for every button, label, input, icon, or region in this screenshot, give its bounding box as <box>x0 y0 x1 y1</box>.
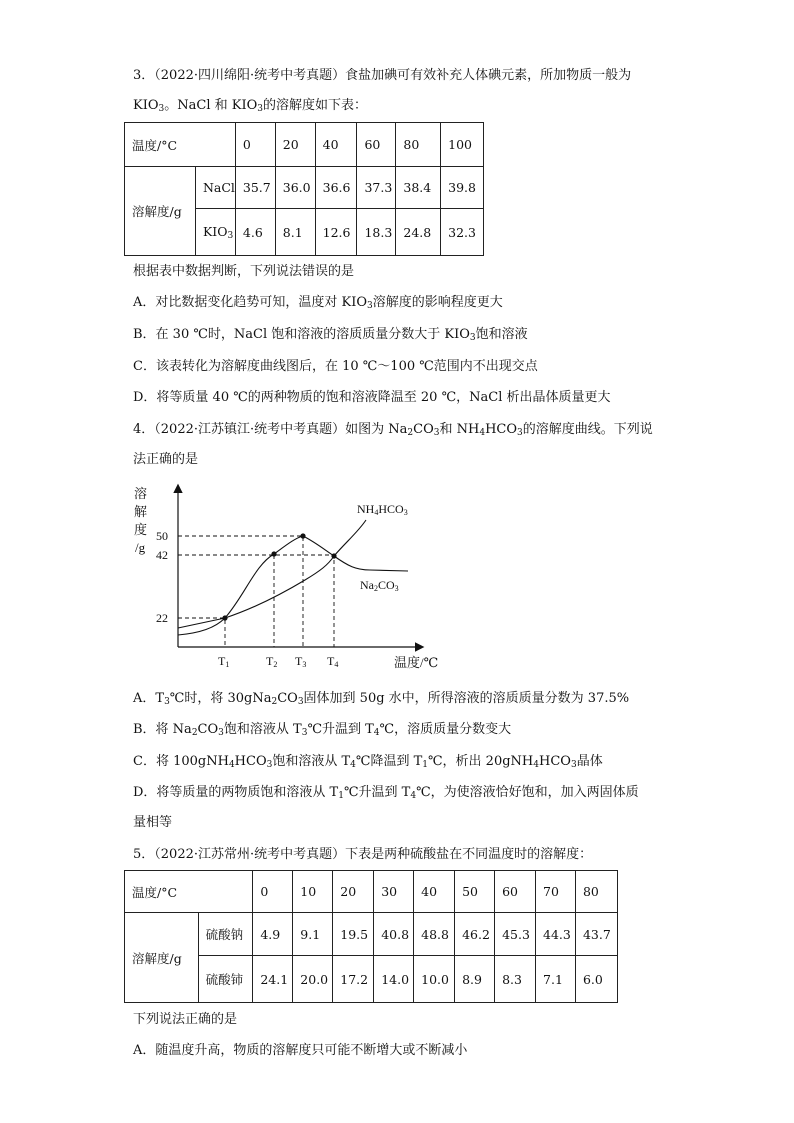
table-row <box>125 913 618 956</box>
table-cell: 44.3 <box>536 913 576 956</box>
header-cell: 20 <box>275 123 315 167</box>
substance-cell: 硫酸铈 <box>198 956 253 1003</box>
text: NH <box>357 502 375 516</box>
subscript: 4 <box>374 508 379 517</box>
header-cell: 40 <box>414 871 455 913</box>
table-cell: 35.7 <box>235 167 275 209</box>
text: HCO <box>234 754 267 769</box>
subscript: 3 <box>297 697 304 707</box>
header-cell: 80 <box>396 123 441 167</box>
text: ℃升温到 T <box>307 722 374 737</box>
table-row <box>125 871 618 913</box>
subscript: 2 <box>191 728 198 738</box>
subscript: 3 <box>227 230 234 241</box>
text: A．对比数据变化趋势可知，温度对 KIO <box>133 295 368 310</box>
subscript: 3 <box>164 697 170 707</box>
text: HCO <box>539 754 571 769</box>
y-tick-42: 42 <box>156 548 168 562</box>
table-cell: 40.8 <box>374 913 414 956</box>
table-cell: 19.5 <box>333 913 374 956</box>
table-cell: 8.3 <box>495 956 536 1003</box>
point-t3 <box>300 533 305 538</box>
text: CO <box>277 691 298 706</box>
subscript: 1 <box>422 760 428 770</box>
series-label-na2co3 <box>360 578 399 593</box>
text: CO <box>413 422 434 437</box>
text: 溶解度的影响程度更大 <box>372 295 503 310</box>
text: Na <box>360 578 374 592</box>
subscript: 3 <box>469 333 476 343</box>
table-cell: 8.9 <box>455 956 495 1003</box>
table-cell: 6.0 <box>575 956 617 1003</box>
q3-solubility-table <box>124 122 484 256</box>
table-cell: 4.9 <box>253 913 293 956</box>
table-cell: 36.0 <box>275 167 315 209</box>
guide-22 <box>178 618 225 647</box>
y-tick-22: 22 <box>156 611 168 625</box>
text: A．T <box>133 691 165 706</box>
subscript: 4 <box>479 428 486 438</box>
substance-cell: NaCl <box>195 167 235 209</box>
subscript: 3 <box>302 660 307 669</box>
subscript: 4 <box>533 760 539 770</box>
q4-option-d-cont: 量相等 <box>133 815 173 830</box>
subscript: 3 <box>403 508 408 517</box>
text: 饱和溶液从 T <box>272 754 351 769</box>
header-cell: 100 <box>441 123 484 167</box>
substance-cell: 硫酸钠 <box>198 913 253 956</box>
subscript: 4 <box>350 760 356 770</box>
text: T <box>327 654 335 668</box>
guide-42 <box>178 555 334 647</box>
subscript: 3 <box>257 104 263 114</box>
x-tick-t3 <box>295 654 306 669</box>
subscript: 3 <box>394 584 399 593</box>
text: ℃时，将 30gNa <box>169 691 272 706</box>
subscript: 3 <box>266 760 273 770</box>
table-cell: 4.6 <box>235 209 275 256</box>
header-cell: 30 <box>374 871 414 913</box>
point-t4 <box>331 553 336 558</box>
text: 晶体 <box>576 754 603 769</box>
subscript: 3 <box>218 728 224 738</box>
table-cell: 24.8 <box>396 209 441 256</box>
table-cell: 10.0 <box>414 956 455 1003</box>
text: 饱和溶液从 T <box>223 722 302 737</box>
table-cell: 38.4 <box>396 167 441 209</box>
x-tick-t2 <box>266 654 277 669</box>
q4-option-b <box>133 721 511 742</box>
row-header: 溶解度/g <box>125 167 196 256</box>
q3-option-c: C．该表转化为溶解度曲线图后，在 10 ℃～100 ℃范围内不出现交点 <box>133 359 538 374</box>
x-tick-t1 <box>218 654 229 669</box>
q4-option-a <box>133 690 629 711</box>
q5-option-a: A．随温度升高，物质的溶解度只可能不断增大或不断减小 <box>133 1043 468 1058</box>
header-cell: 20 <box>333 871 374 913</box>
table-cell: 37.3 <box>357 167 396 209</box>
text: KIO <box>133 98 159 113</box>
subscript: 1 <box>338 791 344 801</box>
table-cell: 8.1 <box>275 209 315 256</box>
table-cell: 9.1 <box>293 913 333 956</box>
text: B．在 30 ℃时，NaCl 饱和溶液的溶质质量分数大于 KIO <box>133 327 470 342</box>
y-label-char: 解 <box>134 504 148 519</box>
q3-option-d: D．将等质量 40 ℃的两种物质的饱和溶液降温至 20 ℃，NaCl 析出晶体质量更大 <box>133 390 611 405</box>
q5-solubility-table <box>124 870 618 1003</box>
subscript: 4 <box>228 760 235 770</box>
table-cell: 32.3 <box>441 209 484 256</box>
table-cell: 39.8 <box>441 167 484 209</box>
text: ℃降温到 T <box>355 754 423 769</box>
text: 固体加到 50g 水中，所得溶液的溶质质量分数为 37.5% <box>303 691 630 706</box>
table-cell: 24.1 <box>253 956 293 1003</box>
q5-title: 5．（2022·江苏常州·统考中考真题）下表是两种硫酸盐在不同温度时的溶解度： <box>133 847 593 862</box>
header-cell: 60 <box>495 871 536 913</box>
text: ℃，溶质质量分数变大 <box>379 722 512 737</box>
point-t2 <box>271 551 276 556</box>
subscript: 4 <box>334 660 339 669</box>
table-cell: 17.2 <box>333 956 374 1003</box>
table-row <box>125 167 484 209</box>
subscript: 3 <box>570 760 577 770</box>
header-cell: 温度/°C <box>125 123 236 167</box>
subscript: 2 <box>407 428 414 438</box>
subscript: 3 <box>367 301 373 311</box>
subscript: 3 <box>301 728 308 738</box>
y-label-char: 度 <box>134 522 148 537</box>
text: 饱和溶液 <box>475 327 528 342</box>
q3-option-a <box>133 294 503 315</box>
q3-option-b <box>133 326 528 347</box>
subscript: 4 <box>373 728 380 738</box>
substance-cell <box>195 209 235 256</box>
q4-title <box>133 421 653 442</box>
header-cell: 50 <box>455 871 495 913</box>
subscript: 3 <box>517 428 523 438</box>
text: ℃，析出 20gNH <box>428 754 534 769</box>
text: 的溶解度如下表： <box>262 98 367 113</box>
x-tick-t4 <box>327 654 338 669</box>
q5-stem: 下列说法正确的是 <box>133 1012 238 1027</box>
y-label-char: 溶 <box>134 486 148 501</box>
text: C．将 100gNH <box>133 754 229 769</box>
text: 4．（2022·江苏镇江·统考中考真题）如图为 Na <box>133 422 408 437</box>
header-cell: 0 <box>253 871 293 913</box>
subscript: 2 <box>374 584 378 593</box>
table-cell: 36.6 <box>315 167 357 209</box>
text: KIO <box>202 223 228 239</box>
text: CO <box>197 722 219 737</box>
header-cell: 40 <box>315 123 357 167</box>
table-cell: 46.2 <box>455 913 495 956</box>
table-row <box>125 123 484 167</box>
header-cell: 10 <box>293 871 333 913</box>
text: 和 NH <box>439 422 480 437</box>
y-label-char: /g <box>135 540 146 555</box>
solubility-curve-figure <box>120 470 460 680</box>
text: HCO <box>378 502 404 516</box>
q4-option-c <box>133 753 603 774</box>
row-header: 溶解度/g <box>125 913 199 1003</box>
header-cell: 温度/°C <box>125 871 253 913</box>
table-cell: 7.1 <box>536 956 576 1003</box>
header-cell: 70 <box>536 871 576 913</box>
subscript: 1 <box>225 660 230 669</box>
text: ℃，为使溶液恰好饱和，加入两固体质 <box>416 785 639 800</box>
table-cell: 18.3 <box>357 209 396 256</box>
text: D．将等质量的两物质饱和溶液从 T <box>133 785 339 800</box>
text: T <box>295 654 303 668</box>
table-cell: 45.3 <box>495 913 536 956</box>
table-cell: 12.6 <box>315 209 357 256</box>
subscript: 4 <box>410 791 417 801</box>
table-cell: 43.7 <box>575 913 617 956</box>
header-cell: 0 <box>235 123 275 167</box>
text: 的溶解度曲线。下列说 <box>522 422 653 437</box>
text: HCO <box>485 422 518 437</box>
text: T <box>266 654 274 668</box>
subscript: 3 <box>433 428 440 438</box>
table-cell: 20.0 <box>293 956 333 1003</box>
table-cell: 48.8 <box>414 913 455 956</box>
text: ℃升温到 T <box>343 785 411 800</box>
header-cell: 80 <box>575 871 617 913</box>
text: T <box>218 654 226 668</box>
q4-title-line2: 法正确的是 <box>133 452 199 467</box>
x-axis-label: 温度/℃ <box>394 655 439 670</box>
q3-stem: 根据表中数据判断，下列说法错误的是 <box>133 264 355 279</box>
point-t1 <box>222 615 227 620</box>
q3-title: 3．（2022·四川绵阳·统考中考真题）食盐加碘可有效补充人体碘元素，所加物质一般为 <box>133 68 632 83</box>
series-label-nh4hco3 <box>357 502 408 517</box>
q3-line2 <box>133 97 367 118</box>
text: 。NaCl 和 KIO <box>164 98 258 113</box>
header-cell: 60 <box>357 123 396 167</box>
subscript: 3 <box>158 104 165 114</box>
text: B．将 Na <box>133 722 192 737</box>
q4-option-d <box>133 784 639 805</box>
subscript: 2 <box>273 660 278 669</box>
subscript: 2 <box>271 697 278 707</box>
table-cell: 14.0 <box>374 956 414 1003</box>
table-row <box>125 956 618 1003</box>
text: CO <box>378 578 395 592</box>
y-tick-50: 50 <box>156 529 168 543</box>
